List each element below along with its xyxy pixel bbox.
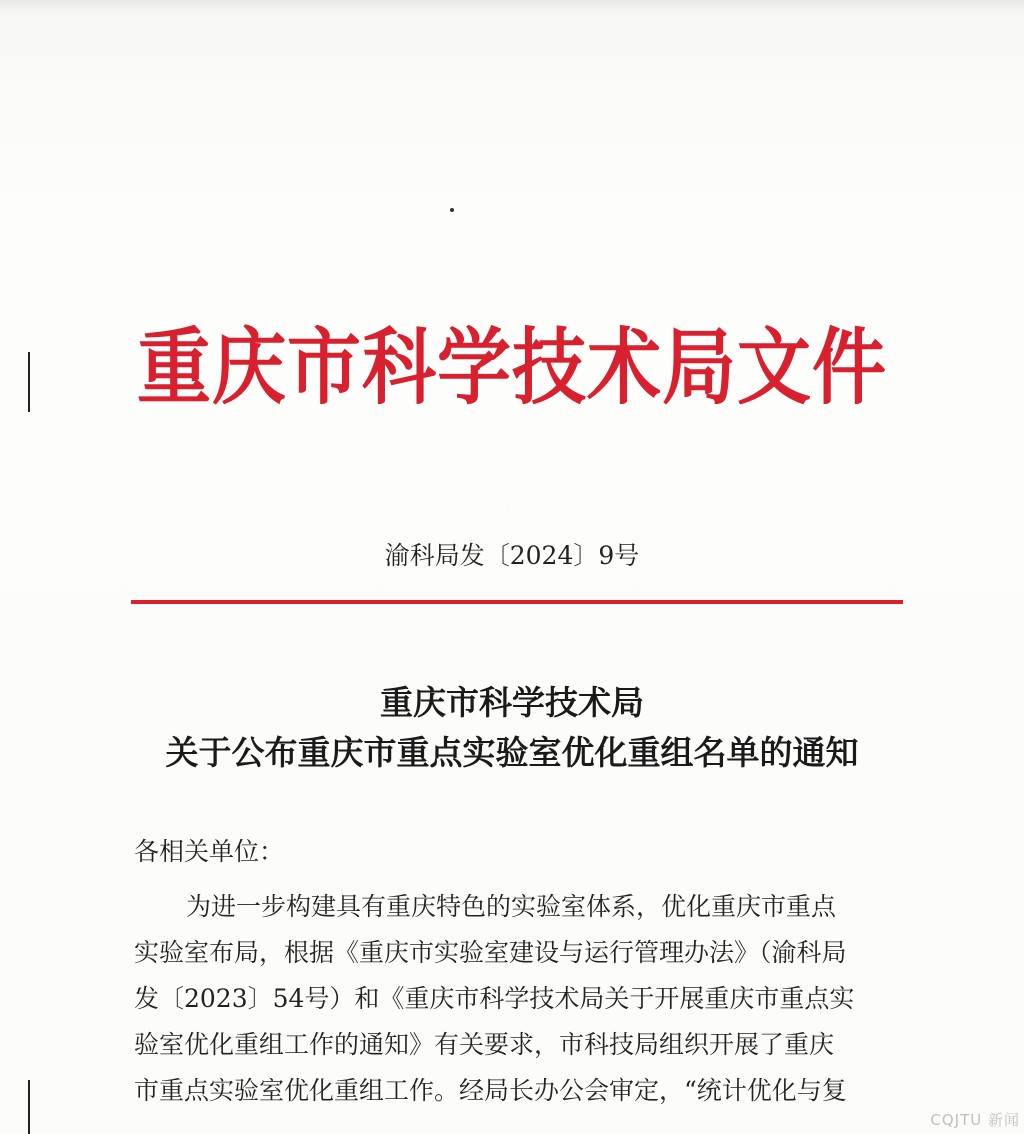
notice-body (134, 884, 904, 1114)
source-watermark: CQJTU 新闻 (930, 1111, 1020, 1129)
scan-top-shadow (0, 0, 1024, 14)
issuer-header-title: 重庆市科学技术局文件 (137, 319, 887, 417)
notice-title (0, 678, 1024, 778)
body-line: 市重点实验室优化重组工作。经局长办公会审定，“统计优化与复 (134, 1076, 847, 1105)
notice-title-line-2: 关于公布重庆市重点实验室优化重组名单的通知 (165, 733, 859, 772)
red-divider-rule (131, 600, 903, 604)
body-line: 实验室布局，根据《重庆市实验室建设与运行管理办法》（渝科局 (134, 938, 847, 967)
notice-title-line-1: 重庆市科学技术局 (380, 683, 644, 722)
body-line: 验室优化重组工作的通知》有关要求，市科技局组织开展了重庆 (134, 1030, 835, 1059)
body-line: 为进一步构建具有重庆特色的实验室体系，优化重庆市重点 (186, 892, 837, 921)
body-line: 发〔2023〕54号）和《重庆市科学技术局关于开展重庆市重点实 (134, 984, 855, 1013)
scan-speck (450, 208, 454, 212)
salutation: 各相关单位： (134, 837, 285, 866)
document-number: 渝科局发〔2024〕9号 (384, 541, 640, 570)
binding-mark-lower (28, 1080, 30, 1134)
